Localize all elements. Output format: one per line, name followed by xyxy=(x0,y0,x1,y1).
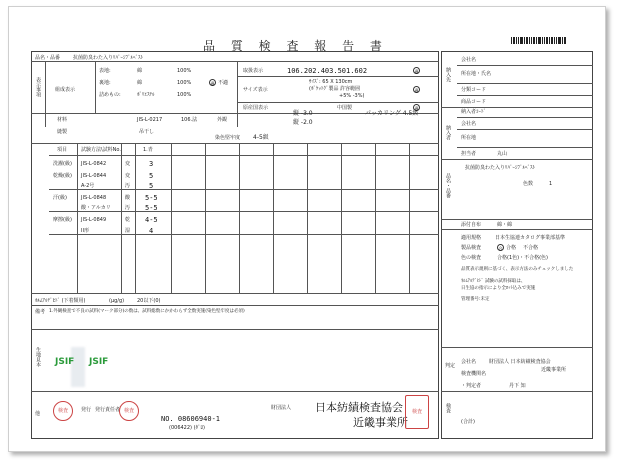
client-value: 財団法人 日本紡績検査協会 xyxy=(489,359,551,365)
formaldehyde-unit: (μg/g) xyxy=(109,298,125,304)
test-row-5-val: 5-5 xyxy=(145,204,158,212)
note-2: ﾈﾙﾑｱﾙﾃﾞﾋﾄﾞ 試験の試料採取は、 xyxy=(461,279,526,284)
fade-label: 染色堅牢度 xyxy=(215,135,241,141)
fabric-swatch xyxy=(71,347,85,387)
verdict-label: 判定 xyxy=(445,363,456,369)
comp-part-1: 表地: xyxy=(99,68,111,74)
size-value-2: (ﾎﾟｹｯﾄｸﾞ製品 許容範囲 xyxy=(309,86,361,92)
comp-fiber-1: 綿 xyxy=(137,68,143,74)
test-row-0-item: 項目 xyxy=(57,147,68,153)
method-label: JIS-L-0217 xyxy=(137,117,163,123)
test-row-0-method: 試験方法\試料No. xyxy=(81,147,121,153)
test-row-1-method: JIS-L-0842 xyxy=(81,161,107,167)
final-label: 検査 xyxy=(445,403,451,413)
test-row-6-method: JIS-L-0849 xyxy=(81,217,107,223)
remark-value: 1.外観検査で不良の試料(マーク部分)の数は、試料総数にかかわらず全数実施(染色堅牢度は必須) xyxy=(49,309,245,314)
org-prefix: 財団法人 xyxy=(271,405,292,411)
product-name-value: 抗菌防臭わた入りﾘﾊﾞｰｼﾌﾞﾙﾍﾞｽﾄ xyxy=(465,165,536,171)
applicant-label: 納入先 xyxy=(445,67,451,82)
thread-label: 吊干し xyxy=(139,129,155,135)
comp-fiber-3: ﾎﾟﾘｴｽﾃﾙ xyxy=(137,92,155,98)
test-row-4-method: JIS-L-0848 xyxy=(81,195,107,201)
signer-label: ・判定者 xyxy=(461,383,482,389)
test-row-7-val: 4 xyxy=(149,227,154,235)
size-value-1: ｻｲｽﾞ: 65 X 130cm xyxy=(309,79,353,85)
test-row-2-method: JIS-L-0844 xyxy=(81,173,107,179)
colors-value: 1 xyxy=(549,181,553,187)
final-value: (合計) xyxy=(461,419,475,425)
test-row-3-method: A-2号 xyxy=(81,183,95,189)
product-name-label: 品名・品番 xyxy=(445,173,451,198)
test-row-2-val: 5 xyxy=(149,172,154,180)
test-row-3-sub: 汚 xyxy=(125,183,131,189)
issuer-label: 発行責任者 xyxy=(95,407,121,413)
product-label: 品名・品番 xyxy=(35,55,61,61)
color-inspection-label: 色の検査 xyxy=(461,255,482,261)
org-branch: 近畿事業所 xyxy=(353,416,408,429)
colors-label: 色数 xyxy=(523,181,534,187)
product-code-label: 商品コード xyxy=(461,99,487,105)
jsif-logo-2: JSIF xyxy=(89,357,109,367)
handling-label: 取扱表示 xyxy=(243,68,264,74)
attachment-label: 添付自布 xyxy=(461,222,482,228)
test-row-1-val: 3 xyxy=(149,160,154,168)
display-section-label: 表示事項 xyxy=(35,77,41,97)
note-3: 日生協の指示により全ﾛｯﾄ込みで実施 xyxy=(461,286,536,291)
size-label: サイズ表示 xyxy=(243,87,268,93)
formaldehyde-value: 20以下(0) xyxy=(137,298,161,304)
test-row-7-sub: 湿 xyxy=(125,228,131,234)
test-row-1-sub: 変 xyxy=(125,161,131,167)
supplier-address-label: 所在地 xyxy=(461,135,477,141)
branch-value: 近畿事業所 xyxy=(541,367,567,373)
test-row-1-item: 洗濯(級) xyxy=(53,161,72,167)
company-label: 会社名 xyxy=(461,57,477,63)
inspection-pass: 合格 xyxy=(506,245,517,251)
comp-fiber-2: 綿 xyxy=(137,80,143,86)
color-inspection-value: 合格(1色)・不合格(色) xyxy=(497,255,548,261)
contact-value: 丸山 xyxy=(497,151,508,157)
comp-pct-1: 100% xyxy=(177,68,192,74)
test-row-7-method: II形 xyxy=(81,228,89,234)
test-row-2-sub: 変 xyxy=(125,173,131,179)
appearance-label: 外観 xyxy=(217,117,228,123)
org-seal: 検査 xyxy=(405,395,429,429)
sewing-label: 縫製 xyxy=(57,129,68,135)
test-row-2-item: 乾燥(級) xyxy=(53,173,72,179)
manager-label: 管理番号:未定 xyxy=(461,297,490,302)
remark-label: 備考 xyxy=(35,309,46,315)
test-row-3-val: 5 xyxy=(149,182,154,190)
client-label: 会社名 xyxy=(461,359,477,365)
supplier-label: 納入者 xyxy=(445,125,451,140)
jsif-logo-1: JSIF xyxy=(55,357,75,367)
delivery-code-label: 納入者ｺｰﾄﾞ xyxy=(461,109,487,115)
verdict-composition: 不適 xyxy=(218,80,229,86)
inspection-area-label: 検査機関名 xyxy=(461,371,487,377)
comp-pct-3: 100% xyxy=(177,92,192,98)
signer-value: 丹下 知 xyxy=(509,383,526,389)
verdict-circle-handling: 適 xyxy=(414,69,419,74)
org-name: 日本紡績検査協会 xyxy=(315,401,403,414)
note-1: 品質表示規則に基づく、表示方法のみチェックしました xyxy=(461,267,574,272)
issuer-stamp: 検査 xyxy=(119,401,139,421)
test-row-4-item: 汗(級) xyxy=(53,195,67,201)
shrink-v2: 縦 -2.0 xyxy=(293,119,313,126)
test-row-4-sub: 酸 xyxy=(125,195,131,201)
test-row-6-item: 摩擦(級) xyxy=(53,217,72,223)
attachment-value: 綿・綿 xyxy=(497,222,513,228)
address-label: 所在地・氏名 xyxy=(461,71,492,77)
comp-part-2: 裏地: xyxy=(99,80,111,86)
comp-pct-2: 100% xyxy=(177,80,192,86)
verdict-circle-composition: 適 xyxy=(210,81,215,86)
test-row-5-sub: 汚 xyxy=(125,205,131,211)
material-label: 材料 xyxy=(57,117,68,123)
report-number: NO. 08606940-1 xyxy=(161,415,221,423)
packing-label: パッカリング 4.5級 xyxy=(365,110,419,117)
test-row-5-method: 酸・アルカリ xyxy=(81,205,111,211)
issue-label: 発行 xyxy=(81,407,92,413)
contact-label: 担当者 xyxy=(461,151,477,157)
origin-label: 原産国表示 xyxy=(243,105,269,111)
inspection-label: 製品検査 xyxy=(461,245,482,251)
formaldehyde-label: ﾎﾙﾑｱﾙﾃﾞﾋﾄﾞ (下着類用) xyxy=(35,298,86,304)
verdict-circle-origin: 適 xyxy=(414,106,419,111)
inspection-fail: 不合格 xyxy=(523,245,539,251)
inspection-pass-circle: 合 xyxy=(498,246,503,251)
verdict-circle-size: 適 xyxy=(414,88,419,93)
supplier-company-label: 会社名 xyxy=(461,121,477,127)
method-value: 106.法 xyxy=(181,117,198,123)
comp-part-3: 詰めもの: xyxy=(99,92,121,98)
shrink-v1: 縦 -3.0 xyxy=(293,110,313,117)
standard-value: 日本生協連カタログ事業部基準 xyxy=(495,235,566,241)
report-title: 品 質 検 査 報 告 書 xyxy=(203,39,388,53)
report-sheet xyxy=(8,6,606,452)
test-row-6-val: 4-5 xyxy=(145,216,158,224)
composition-label: 組成表示 xyxy=(55,87,76,93)
handling-value: 106.202.403.501.602 xyxy=(287,67,368,75)
side-production: 生地見本 xyxy=(35,347,41,367)
report-number-sub: (006422) (ﾀﾞﾛ) xyxy=(169,425,205,431)
product-value: 抗菌防臭わた入りﾘﾊﾞｰｼﾌﾞﾙﾍﾞｽﾄ xyxy=(73,55,144,61)
origin-value: 中国製 xyxy=(337,105,353,111)
test-row-4-val: 5-5 xyxy=(145,194,158,202)
test-row-0-val: 1.青 xyxy=(143,147,153,153)
issue-stamp: 検査 xyxy=(53,401,73,421)
size-value-3: +5% -3%) xyxy=(339,93,365,99)
test-row-6-sub: 乾 xyxy=(125,217,131,223)
barcode xyxy=(511,37,566,44)
side-stamp: 他 xyxy=(35,411,41,417)
standard-label: 適用規格 xyxy=(461,235,482,241)
fade-value: 4-5級 xyxy=(253,134,269,141)
dept-label: 分類コード xyxy=(461,87,487,93)
